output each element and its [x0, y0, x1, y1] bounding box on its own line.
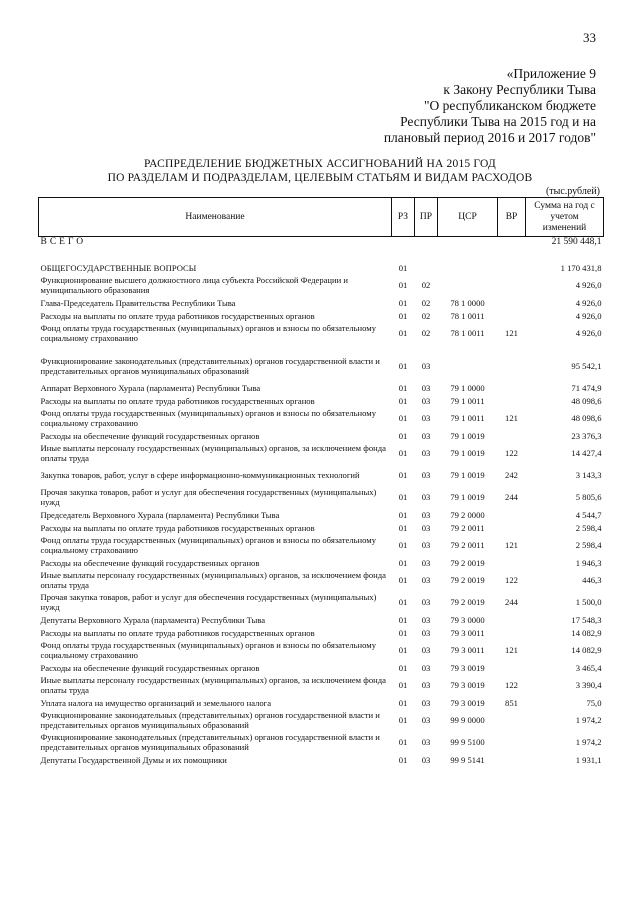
row-rz: 01 — [398, 310, 408, 321]
header-pr: ПР — [415, 198, 438, 237]
row-csr: 79 2 0019 — [450, 597, 485, 608]
row-sum: 1 974,2 — [575, 737, 602, 748]
table-row — [39, 408, 604, 430]
row-name: ОБЩЕГОСУДАРСТВЕННЫЕ ВОПРОСЫ — [40, 262, 197, 273]
row-sum: 446,3 — [582, 575, 602, 586]
row-sum: 14 082,9 — [571, 627, 602, 638]
row-name: Функционирование законодательных (представительных) органов государственной власти и представительных органов муниципальных образований — [40, 355, 380, 376]
row-csr — [438, 351, 498, 382]
table-row — [39, 509, 604, 522]
row-name: Фонд оплаты труда государственных (муниципальных) органов и взносы по обязательному социальному страхованию — [40, 640, 376, 660]
row-vr — [498, 754, 526, 767]
row-sum: 17 548,3 — [571, 614, 602, 625]
table-row — [39, 640, 604, 662]
row-csr: 99 9 0000 — [450, 715, 485, 726]
row-sum: 1 974,2 — [575, 715, 602, 726]
row-vr — [498, 351, 526, 382]
row-pr: 03 — [421, 614, 431, 625]
row-csr: 79 1 0019 — [450, 430, 485, 441]
row-sum: 4 544,7 — [575, 509, 602, 520]
row-vr — [498, 662, 526, 675]
row-pr: 03 — [421, 395, 431, 406]
row-csr: 79 3 0011 — [450, 627, 485, 638]
table-row — [39, 522, 604, 535]
row-rz: 01 — [398, 575, 408, 586]
row-name: Расходы на выплаты по оплате труда работников государственных органов — [40, 310, 315, 321]
row-vr: 242 — [505, 470, 518, 481]
row-rz: 01 — [398, 297, 408, 308]
table-row — [39, 732, 604, 754]
row-sum: 23 376,3 — [571, 430, 602, 441]
page-number: 33 — [583, 30, 596, 45]
row-pr: 03 — [421, 492, 431, 503]
appendix-line: к Закону Республики Тыва — [443, 82, 596, 97]
row-rz: 01 — [398, 715, 408, 726]
table-row — [39, 614, 604, 627]
table-row — [39, 382, 604, 395]
table-row — [39, 592, 604, 614]
row-rz: 01 — [398, 262, 408, 273]
row-pr: 03 — [421, 754, 431, 765]
total-sum: 21 590 448,1 — [551, 237, 602, 248]
row-vr: 121 — [505, 645, 518, 656]
row-rz: 01 — [398, 522, 408, 533]
row-pr: 03 — [421, 715, 431, 726]
row-name: Иные выплаты персоналу государственных (муниципальных) органов, за исключением фонда оплаты труда — [40, 675, 386, 695]
table-row — [39, 697, 604, 710]
table-row — [39, 754, 604, 767]
row-pr: 03 — [421, 522, 431, 533]
appendix-line: "О республиканском бюджете — [423, 98, 596, 113]
row-sum: 14 427,4 — [571, 448, 602, 459]
header-rz: РЗ — [392, 198, 415, 237]
row-csr: 78 1 0011 — [450, 310, 485, 321]
row-sum: 48 098,6 — [571, 395, 602, 406]
row-vr — [498, 627, 526, 640]
row-sum: 95 542,1 — [571, 360, 602, 371]
row-rz: 01 — [398, 645, 408, 656]
table-row — [39, 443, 604, 465]
row-sum: 14 082,9 — [571, 645, 602, 656]
row-sum: 3 143,3 — [575, 470, 602, 481]
row-rz: 01 — [398, 627, 408, 638]
row-rz: 01 — [398, 597, 408, 608]
row-vr — [498, 509, 526, 522]
row-vr — [498, 382, 526, 395]
row-pr: 03 — [421, 680, 431, 691]
row-sum: 1 931,1 — [575, 754, 602, 765]
row-csr: 79 2 0000 — [450, 509, 485, 520]
row-rz: 01 — [398, 614, 408, 625]
appendix-header — [296, 66, 596, 146]
table-row — [39, 710, 604, 732]
row-csr: 79 2 0011 — [450, 540, 485, 551]
table-row — [39, 323, 604, 345]
total-label: ВСЕГО — [40, 237, 87, 248]
row-pr: 03 — [421, 509, 431, 520]
row-name: Расходы на выплаты по оплате труда работников государственных органов — [40, 522, 315, 533]
row-pr: 03 — [421, 697, 431, 708]
table-row — [39, 262, 604, 275]
row-name: Функционирование законодательных (представительных) органов государственной власти и представительных органов муниципальных образований — [40, 710, 380, 730]
row-vr: 122 — [505, 575, 518, 586]
total-row — [39, 237, 604, 250]
row-vr: 851 — [505, 697, 518, 708]
row-vr: 244 — [505, 492, 518, 503]
row-sum: 4 926,0 — [575, 297, 602, 308]
row-name: Иные выплаты персоналу государственных (муниципальных) органов, за исключением фонда оплаты труда — [40, 570, 386, 590]
appendix-line: Республики Тыва на 2015 год и на — [400, 114, 596, 129]
table-row — [39, 310, 604, 323]
header-csr: ЦСР — [438, 198, 498, 237]
row-vr — [498, 430, 526, 443]
row-csr: 79 1 0011 — [450, 395, 485, 406]
row-csr: 99 9 5141 — [450, 754, 485, 765]
units-label: (тыс.рублей) — [545, 186, 600, 197]
row-csr: 79 3 0019 — [450, 680, 485, 691]
row-sum: 1 500,0 — [575, 597, 602, 608]
row-name: Депутаты Государственной Думы и их помощники — [40, 754, 227, 765]
row-name: Расходы на обеспечение функций государственных органов — [40, 557, 260, 568]
row-sum: 2 598,4 — [575, 522, 602, 533]
row-pr: 03 — [421, 360, 431, 371]
row-vr — [498, 557, 526, 570]
row-rz: 01 — [398, 754, 408, 765]
row-vr — [498, 710, 526, 732]
row-csr: 79 1 0019 — [450, 448, 485, 459]
header-name: Наименование — [39, 198, 392, 237]
row-rz: 01 — [398, 492, 408, 503]
row-pr: 03 — [421, 448, 431, 459]
row-pr: 02 — [421, 310, 431, 321]
row-csr: 79 1 0000 — [450, 382, 485, 393]
row-name: Депутаты Верховного Хурала (парламента) Республики Тыва — [40, 614, 266, 625]
row-sum: 2 598,4 — [575, 540, 602, 551]
row-name: Закупка товаров, работ, услуг в сфере информационно-коммуникационных технологий — [40, 470, 360, 481]
row-pr: 02 — [421, 328, 431, 339]
row-pr — [415, 262, 438, 275]
row-rz: 01 — [398, 280, 408, 291]
row-vr — [498, 297, 526, 310]
header-vr: ВР — [498, 198, 526, 237]
table-row — [39, 487, 604, 509]
row-sum: 5 805,6 — [575, 492, 602, 503]
header-sum: Сумма на год с учетом изменений — [526, 198, 604, 237]
row-sum: 4 926,0 — [575, 310, 602, 321]
row-pr: 03 — [421, 470, 431, 481]
row-rz: 01 — [398, 395, 408, 406]
row-name: Председатель Верховного Хурала (парламента) Республики Тыва — [40, 509, 280, 520]
row-csr: 79 1 0011 — [450, 413, 485, 424]
row-vr: 122 — [505, 448, 518, 459]
row-rz: 01 — [398, 737, 408, 748]
row-rz: 01 — [398, 413, 408, 424]
row-vr — [498, 262, 526, 275]
row-rz: 01 — [398, 360, 408, 371]
row-sum: 48 098,6 — [571, 413, 602, 424]
row-rz: 01 — [398, 470, 408, 481]
row-csr: 78 1 0011 — [450, 328, 485, 339]
row-vr: 121 — [505, 328, 518, 339]
row-rz: 01 — [398, 328, 408, 339]
table-header-row — [39, 198, 604, 237]
document-title — [60, 157, 580, 185]
row-name: Расходы на выплаты по оплате труда работников государственных органов — [40, 627, 315, 638]
row-pr: 03 — [421, 662, 431, 673]
row-csr — [438, 262, 498, 275]
row-sum: 1 946,3 — [575, 557, 602, 568]
row-pr: 02 — [421, 280, 431, 291]
row-pr: 03 — [421, 430, 431, 441]
row-pr: 03 — [421, 597, 431, 608]
budget-table — [38, 197, 604, 767]
table-row — [39, 662, 604, 675]
table-row — [39, 275, 604, 297]
row-pr: 03 — [421, 737, 431, 748]
row-rz: 01 — [398, 680, 408, 691]
title-line: ПО РАЗДЕЛАМ И ПОДРАЗДЕЛАМ, ЦЕЛЕВЫМ СТАТЬЯМ И ВИДАМ РАСХОДОВ — [107, 172, 533, 184]
row-csr: 79 2 0019 — [450, 557, 485, 568]
row-pr: 03 — [421, 557, 431, 568]
row-vr: 244 — [505, 597, 518, 608]
row-sum: 3 390,4 — [575, 680, 602, 691]
row-vr — [498, 614, 526, 627]
row-vr: 122 — [505, 680, 518, 691]
row-pr: 02 — [421, 297, 431, 308]
row-rz: 01 — [398, 509, 408, 520]
table-row — [39, 535, 604, 557]
row-vr — [498, 395, 526, 408]
row-rz: 01 — [398, 382, 408, 393]
title-line: РАСПРЕДЕЛЕНИЕ БЮДЖЕТНЫХ АССИГНОВАНИЙ НА 2015 ГОД — [144, 158, 496, 170]
row-name: Расходы на выплаты по оплате труда работников государственных органов — [40, 395, 315, 406]
row-sum: 75,0 — [586, 697, 602, 708]
row-rz: 01 — [398, 430, 408, 441]
table-row — [39, 570, 604, 592]
table-row — [39, 465, 604, 487]
table-row — [39, 395, 604, 408]
row-sum: 4 926,0 — [575, 328, 602, 339]
row-pr: 03 — [421, 575, 431, 586]
row-csr: 79 2 0011 — [450, 522, 485, 533]
row-csr: 79 1 0019 — [450, 492, 485, 503]
table-row — [39, 627, 604, 640]
row-rz: 01 — [398, 557, 408, 568]
row-vr — [498, 275, 526, 297]
table-row — [39, 351, 604, 382]
row-pr: 03 — [421, 413, 431, 424]
row-name: Функционирование законодательных (представительных) органов государственной власти и представительных органов муниципальных образований — [40, 732, 380, 752]
row-rz: 01 — [398, 697, 408, 708]
table-row — [39, 557, 604, 570]
row-pr: 03 — [421, 645, 431, 656]
row-name: Аппарат Верховного Хурала (парламента) Республики Тыва — [40, 382, 261, 393]
row-csr: 79 1 0019 — [450, 470, 485, 481]
appendix-line: «Приложение 9 — [506, 66, 596, 81]
row-csr: 79 2 0019 — [450, 575, 485, 586]
row-csr — [438, 275, 498, 297]
row-sum: 4 926,0 — [575, 280, 602, 291]
row-name: Расходы на обеспечение функций государственных органов — [40, 662, 260, 673]
row-csr: 79 3 0019 — [450, 697, 485, 708]
row-name: Расходы на обеспечение функций государственных органов — [40, 430, 260, 441]
row-pr: 03 — [421, 540, 431, 551]
row-csr: 99 9 5100 — [450, 737, 485, 748]
row-csr: 79 3 0000 — [450, 614, 485, 625]
row-rz: 01 — [398, 540, 408, 551]
row-name: Уплата налога на имущество организаций и земельного налога — [40, 697, 272, 708]
row-sum: 71 474,9 — [571, 382, 602, 393]
row-csr: 79 3 0019 — [450, 662, 485, 673]
row-pr: 03 — [421, 382, 431, 393]
table-row — [39, 297, 604, 310]
row-csr: 78 1 0000 — [450, 297, 485, 308]
row-vr: 121 — [505, 413, 518, 424]
row-rz: 01 — [398, 448, 408, 459]
row-name: Фонд оплаты труда государственных (муниципальных) органов и взносы по обязательному социальному страхованию — [40, 535, 376, 555]
row-name: Глава-Председатель Правительства Республики Тыва — [40, 297, 236, 308]
row-vr — [498, 522, 526, 535]
row-pr: 03 — [421, 627, 431, 638]
row-name: Прочая закупка товаров, работ и услуг для обеспечения государственных (муниципальных) нужд — [40, 487, 377, 507]
row-vr — [498, 732, 526, 754]
row-vr: 121 — [505, 540, 518, 551]
row-name: Функционирование высшего должностного лица субъекта Российской Федерации и муниципального образования — [40, 275, 348, 295]
appendix-line: плановый период 2016 и 2017 годов" — [383, 130, 596, 145]
row-rz: 01 — [398, 662, 408, 673]
row-name: Иные выплаты персоналу государственных (муниципальных) органов, за исключением фонда оплаты труда — [40, 443, 386, 463]
row-csr: 79 3 0011 — [450, 645, 485, 656]
row-name: Фонд оплаты труда государственных (муниципальных) органов и взносы по обязательному социальному страхованию — [40, 408, 376, 428]
row-name: Прочая закупка товаров, работ и услуг для обеспечения государственных (муниципальных) нужд — [40, 592, 377, 612]
table-row — [39, 430, 604, 443]
table-row — [39, 675, 604, 697]
row-sum: 1 170 431,8 — [560, 262, 602, 273]
row-vr — [498, 310, 526, 323]
row-name: Фонд оплаты труда государственных (муниципальных) органов и взносы по обязательному социальному страхованию — [40, 323, 376, 343]
row-sum: 3 465,4 — [575, 662, 602, 673]
